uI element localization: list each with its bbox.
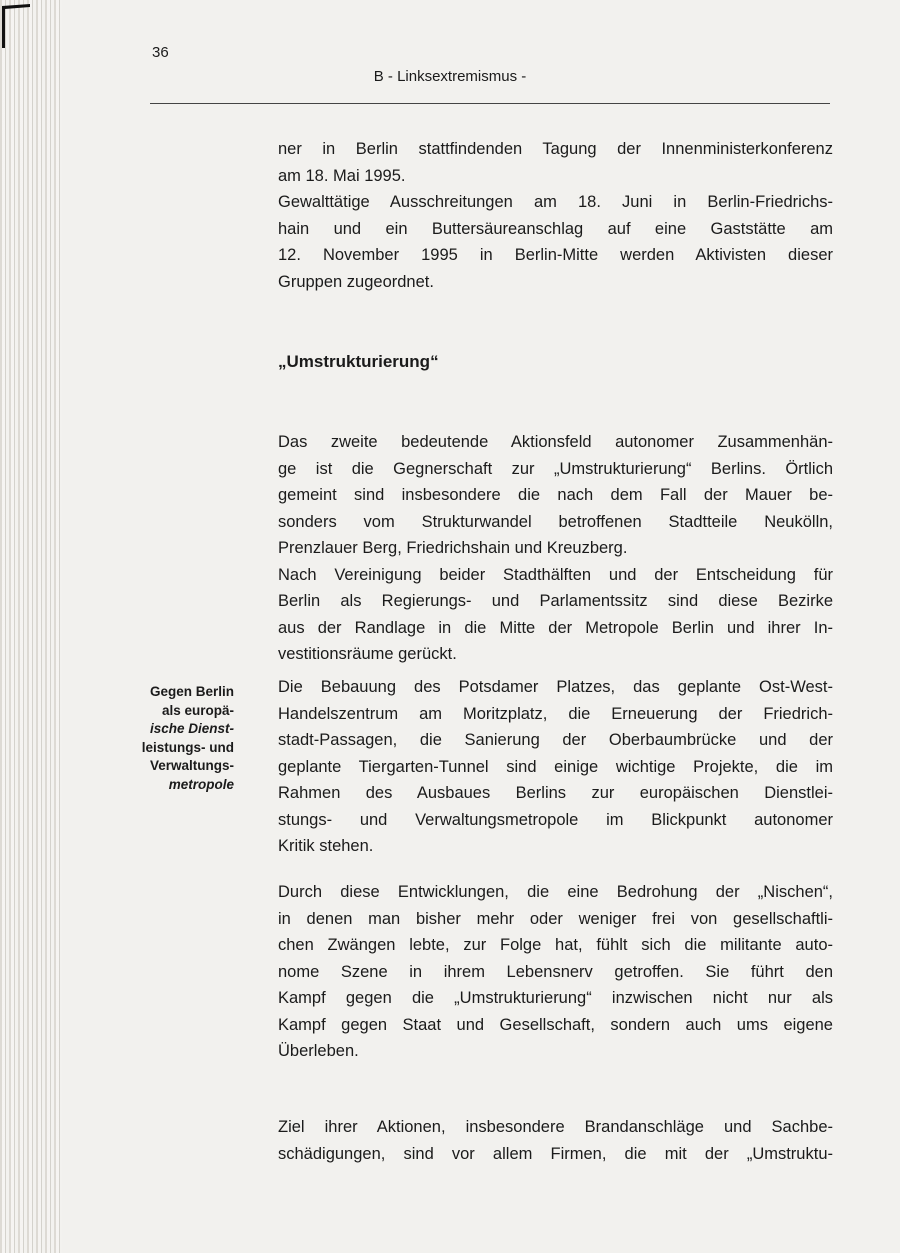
text-line: stungs- und Verwaltungsmetropole im Blickpunkt autonomer — [278, 810, 833, 829]
text-line: Ziel ihrer Aktionen, insbesondere Brandanschläge und Sachbe- — [278, 1118, 833, 1136]
margin-note-line: als europä- — [161, 702, 234, 718]
text-line: Berlin als Regierungs- und Parlamentssitz sind diese Bezirke — [278, 592, 833, 610]
paragraph-3 — [278, 674, 833, 860]
margin-note-line: Gegen Berlin — [149, 684, 234, 699]
text-line: schädigungen, sind vor allem Firmen, die mit der „Umstruktu- — [278, 1144, 833, 1163]
margin-note-line: metropole — [168, 776, 234, 792]
text-line: aus der Randlage in die Mitte der Metropole Berlin und ihrer In- — [278, 618, 833, 637]
running-head: B - Linksextremismus - — [373, 68, 527, 85]
text-line: Handelszentrum am Moritzplatz, die Erneuerung der Friedrich- — [278, 704, 833, 723]
margin-note-line: Verwaltungs- — [149, 758, 234, 773]
text-line: ge ist die Gegnerschaft zur „Umstrukturierung“ Berlins. Örtlich — [278, 459, 833, 478]
text-line: Die Bebauung des Potsdamer Platzes, das geplante Ost-West- — [278, 678, 833, 696]
text-line: Nach Vereinigung beider Stadthälften und der Entscheidung für — [278, 565, 833, 584]
section-heading: „Umstrukturierung“ — [278, 352, 439, 371]
text-line: am 18. Mai 1995. — [278, 166, 406, 185]
paragraph-2 — [278, 429, 833, 668]
text-line: Durch diese Entwicklungen, die eine Bedrohung der „Nischen“, — [278, 883, 833, 901]
margin-note-line: ische Dienst- — [149, 721, 234, 736]
paragraph-4 — [278, 879, 833, 1065]
header-rule — [150, 103, 830, 104]
page-number: 36 — [152, 44, 169, 61]
text-line: ner in Berlin stattfindenden Tagung der Innenministerkonferenz — [278, 140, 833, 158]
text-line: in denen man bisher mehr oder weniger frei von gesellschaftli- — [278, 909, 833, 928]
text-line: Überleben. — [278, 1042, 359, 1060]
text-line: sonders vom Strukturwandel betroffenen Stadtteile Neukölln, — [278, 512, 833, 531]
text-line: vestitionsräume gerückt. — [278, 645, 457, 663]
binding-corner-mark — [0, 0, 60, 50]
paragraph-1 — [278, 136, 833, 295]
text-line: stadt-Passagen, die Sanierung der Oberbaumbrücke und der — [278, 731, 833, 749]
paragraph-5 — [278, 1114, 833, 1167]
text-line: Kritik stehen. — [278, 837, 374, 855]
text-line: Kampf gegen die „Umstrukturierung“ inzwischen nicht nur als — [278, 989, 833, 1007]
text-line: chen Zwängen lebte, zur Folge hat, fühlt sich die militante auto- — [278, 936, 833, 954]
text-line: Prenzlauer Berg, Friedrichshain und Kreuzberg. — [278, 539, 628, 557]
text-line: Gruppen zugeordnet. — [278, 272, 434, 291]
margin-note-line: leistungs- und — [141, 739, 234, 755]
text-line: nome Szene in ihrem Lebensnerv getroffen. Sie führt den — [278, 962, 833, 981]
text-line: 12. November 1995 in Berlin-Mitte werden Aktivisten dieser — [278, 246, 833, 264]
text-line: Das zweite bedeutende Aktionsfeld autonomer Zusammenhän- — [278, 433, 833, 451]
text-line: Rahmen des Ausbaues Berlins zur europäischen Dienstlei- — [278, 784, 833, 802]
text-line: hain und ein Buttersäureanschlag auf eine Gaststätte am — [278, 219, 833, 238]
page-binding-edge — [0, 0, 62, 1253]
text-line: gemeint sind insbesondere die nach dem Fall der Mauer be- — [278, 486, 833, 504]
text-line: geplante Tiergarten-Tunnel sind einige wichtige Projekte, die im — [278, 757, 833, 776]
text-line: Gewalttätige Ausschreitungen am 18. Juni in Berlin-Friedrichs- — [278, 193, 833, 211]
margin-note — [112, 683, 234, 794]
text-line: Kampf gegen Staat und Gesellschaft, sondern auch ums eigene — [278, 1015, 833, 1034]
